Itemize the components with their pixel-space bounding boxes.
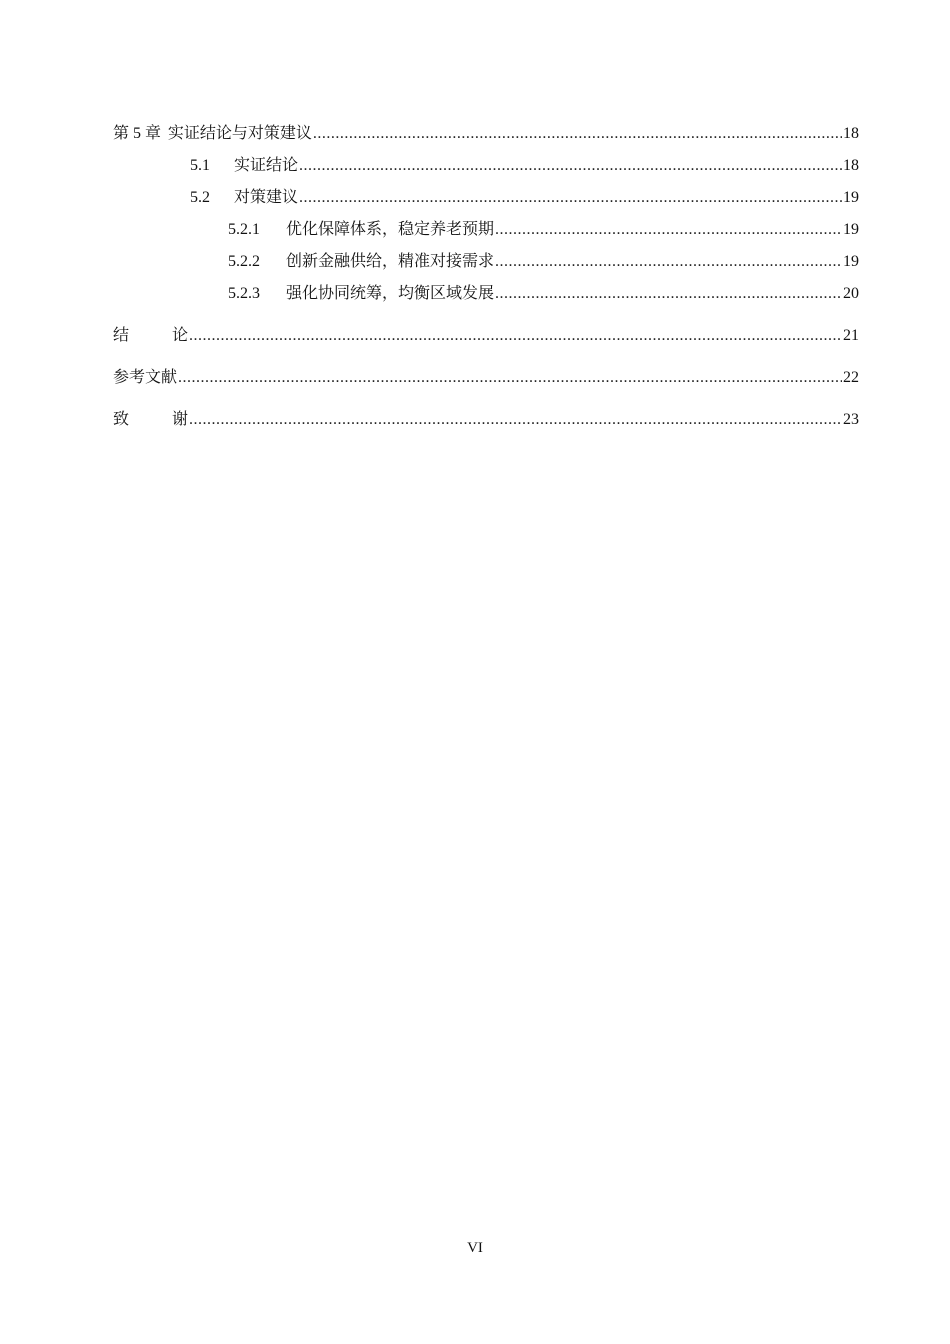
page-number-footer: VI [467, 1240, 483, 1256]
toc-entry-title: 优化保障体系，稳定养老预期 [286, 219, 495, 238]
toc-entry-title: 对策建议 [234, 187, 299, 206]
toc-entry-title: 实证结论与对策建议 [167, 123, 312, 142]
toc-dot-leader [178, 364, 842, 392]
toc-entry-5-2-2[interactable] [113, 247, 859, 279]
toc-entry-5-1[interactable] [113, 151, 859, 183]
toc-entry-title: 实证结论 [234, 155, 299, 174]
table-of-contents [113, 119, 859, 437]
toc-entry-number: 5.2.3 [228, 285, 260, 302]
toc-entry-page: 18 [843, 157, 859, 174]
toc-entry-page: 21 [843, 327, 859, 344]
toc-dot-leader [313, 120, 842, 148]
toc-entry-page: 19 [843, 221, 859, 238]
toc-dot-leader [189, 322, 842, 350]
toc-entry-acknowledgements[interactable] [113, 405, 859, 437]
toc-entry-number: 第 5 章 [113, 125, 162, 142]
toc-dot-leader [495, 216, 842, 244]
toc-entry-title-first-char: 结 [113, 325, 154, 344]
toc-entry-conclusion[interactable] [113, 321, 859, 353]
toc-entry-5-2-1[interactable] [113, 215, 859, 247]
toc-entry-number: 5.2 [190, 189, 210, 206]
toc-entry-page: 19 [843, 253, 859, 270]
toc-entry-5-2-3[interactable] [113, 279, 859, 311]
toc-dot-leader [299, 184, 842, 212]
toc-entry-title-last-char: 论 [172, 325, 189, 344]
toc-dot-leader [495, 280, 842, 308]
toc-dot-leader [189, 406, 842, 434]
toc-entry-title: 参考文献 [113, 367, 178, 386]
toc-entry-5-2[interactable] [113, 183, 859, 215]
toc-entry-chapter-5[interactable] [113, 119, 859, 151]
toc-entry-number: 5.2.1 [228, 221, 260, 238]
toc-dot-leader [299, 152, 842, 180]
toc-dot-leader [495, 248, 842, 276]
toc-entry-number: 5.2.2 [228, 253, 260, 270]
toc-entry-page: 18 [843, 125, 859, 142]
toc-entry-page: 23 [843, 411, 859, 428]
toc-entry-page: 19 [843, 189, 859, 206]
toc-entry-references[interactable] [113, 363, 859, 395]
toc-entry-page: 22 [843, 369, 859, 386]
toc-entry-title-last-char: 谢 [172, 409, 189, 428]
toc-entry-page: 20 [843, 285, 859, 302]
toc-entry-title-first-char: 致 [113, 409, 154, 428]
toc-entry-title: 强化协同统筹，均衡区域发展 [286, 283, 495, 302]
toc-entry-number: 5.1 [190, 157, 210, 174]
toc-entry-title: 创新金融供给，精准对接需求 [286, 251, 495, 270]
